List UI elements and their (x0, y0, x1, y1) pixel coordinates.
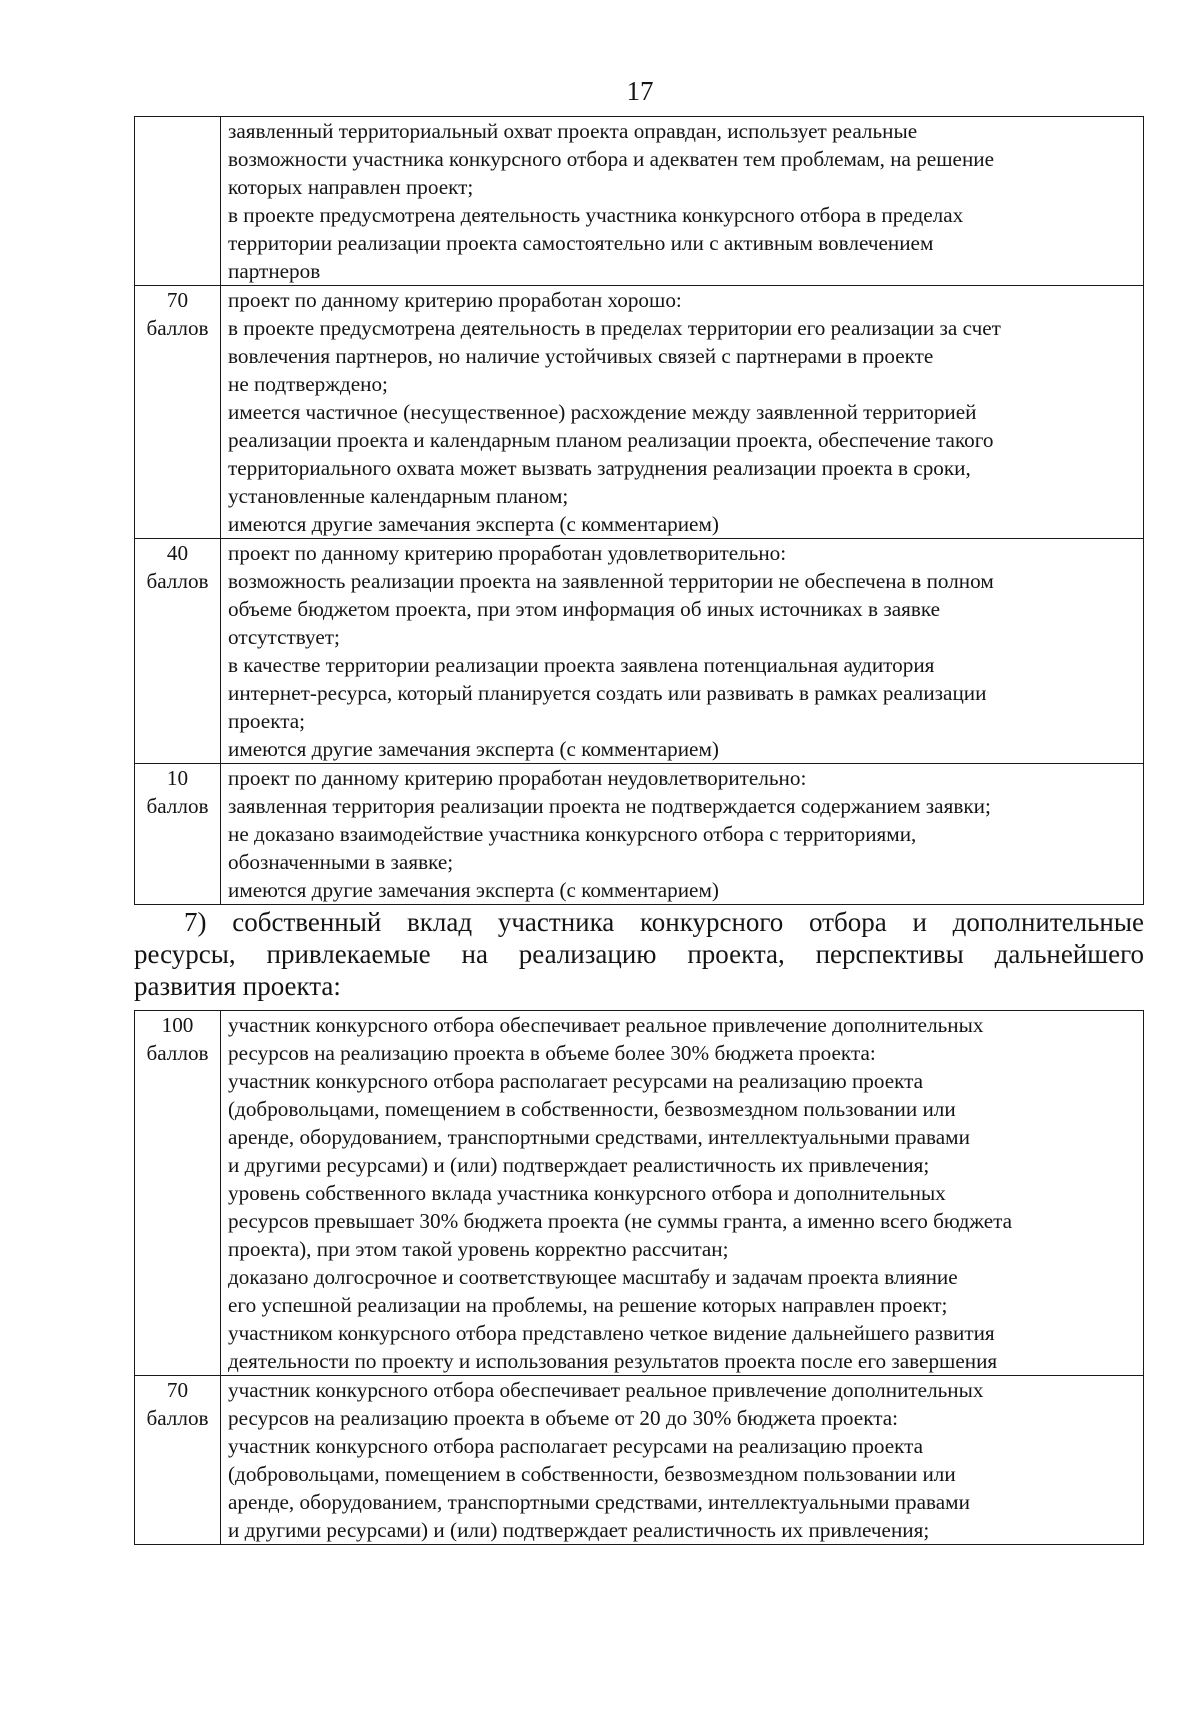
description-line: установленные календарным планом; (228, 484, 569, 508)
score-cell (135, 117, 221, 286)
description-line: уровень собственного вклада участника конкурсного отбора и дополнительных (228, 1181, 946, 1205)
description-line: не доказано взаимодействие участника конкурсного отбора с территориями, (228, 822, 917, 846)
description-line: проект по данному критерию проработан неудовлетворительно: (228, 766, 807, 790)
score-unit: баллов (146, 316, 209, 340)
description-line: обозначенными в заявке; (228, 850, 454, 874)
score-unit: баллов (146, 1406, 209, 1430)
description-line: участник конкурсного отбора располагает ресурсами на реализацию проекта (228, 1069, 924, 1093)
description-line: заявленная территория реализации проекта не подтверждается содержанием заявки; (228, 794, 991, 818)
description-line: в проекте предусмотрена деятельность в пределах территории его реализации за счет (228, 316, 1001, 340)
score-value: 70 (166, 1378, 189, 1402)
score-value (135, 117, 220, 145)
table-row (135, 117, 1144, 286)
score-cell (135, 1376, 221, 1545)
score-cell (135, 539, 221, 764)
description-line: имеются другие замечания эксперта (с комментарием) (228, 737, 719, 761)
criteria-table-resources (134, 1010, 1144, 1545)
description-line: возможность реализации проекта на заявленной территории не обеспечена в полном (228, 569, 994, 593)
description-line: аренде, оборудованием, транспортными средствами, интеллектуальными правами (228, 1125, 970, 1149)
description-line: деятельности по проекту и использования результатов проекта после его завершения (228, 1349, 998, 1373)
description-line: аренде, оборудованием, транспортными средствами, интеллектуальными правами (228, 1490, 970, 1514)
description-line: территориального охвата может вызвать затруднения реализации проекта в сроки, (228, 456, 971, 480)
description-line: имеются другие замечания эксперта (с комментарием) (228, 878, 719, 902)
description-line: отсутствует; (228, 625, 340, 649)
score-unit (135, 145, 220, 173)
score-cell (135, 286, 221, 539)
criterion-description (221, 539, 1144, 764)
criterion-description (221, 1376, 1144, 1545)
paragraph-line: ресурсы, привлекаемые на реализацию проекта, перспективы дальнейшего (134, 939, 1144, 969)
description-line: и другими ресурсами) и (или) подтверждает реалистичность их привлечения; (228, 1518, 930, 1542)
description-line: которых направлен проект; (228, 175, 474, 199)
description-line: его успешной реализации на проблемы, на решение которых направлен проект; (228, 1293, 948, 1317)
description-line: реализации проекта и календарным планом реализации проекта, обеспечение такого (228, 428, 994, 452)
description-line: ресурсов на реализацию проекта в объеме более 30% бюджета проекта: (228, 1041, 876, 1065)
score-value: 70 (166, 288, 189, 312)
description-line: проект по данному критерию проработан удовлетворительно: (228, 541, 787, 565)
table-row (135, 286, 1144, 539)
paragraph-line: развития проекта: (134, 971, 341, 1001)
criterion-description (221, 117, 1144, 286)
score-value: 100 (161, 1013, 194, 1037)
table-row (135, 764, 1144, 905)
description-line: объеме бюджетом проекта, при этом информация об иных источниках в заявке (228, 597, 941, 621)
description-line: участник конкурсного отбора обеспечивает реальное привлечение дополнительных (228, 1378, 984, 1402)
description-line: имеются другие замечания эксперта (с комментарием) (228, 512, 719, 536)
description-line: ресурсов превышает 30% бюджета проекта (не суммы гранта, а именно всего бюджета (228, 1209, 1013, 1233)
description-line: ресурсов на реализацию проекта в объеме от 20 до 30% бюджета проекта: (228, 1406, 899, 1430)
description-line: участником конкурсного отбора представлено четкое видение дальнейшего развития (228, 1321, 995, 1345)
description-line: (добровольцами, помещением в собственности, безвозмездном пользовании или (228, 1097, 956, 1121)
table-row (135, 1011, 1144, 1376)
description-line: вовлечения партнеров, но наличие устойчивых связей с партнерами в проекте (228, 344, 934, 368)
criteria-table-territory (134, 116, 1144, 905)
description-line: возможности участника конкурсного отбора и адекватен тем проблемам, на решение (228, 147, 995, 171)
description-line: участник конкурсного отбора располагает ресурсами на реализацию проекта (228, 1434, 924, 1458)
description-line: в проекте предусмотрена деятельность участника конкурсного отбора в пределах (228, 203, 964, 227)
paragraph-line: 7) собственный вклад участника конкурсного отбора и дополнительные (184, 907, 1144, 937)
description-line: проекта; (228, 709, 306, 733)
description-line: участник конкурсного отбора обеспечивает реальное привлечение дополнительных (228, 1013, 984, 1037)
score-unit: баллов (146, 794, 209, 818)
description-line: территории реализации проекта самостоятельно или с активным вовлечением (228, 231, 934, 255)
description-line: проекта), при этом такой уровень корректно рассчитан; (228, 1237, 729, 1261)
description-line: имеется частичное (несущественное) расхождение между заявленной территорией (228, 400, 977, 424)
description-line: заявленный территориальный охват проекта оправдан, использует реальные (228, 119, 918, 143)
description-line: партнеров (228, 259, 321, 283)
score-value: 10 (166, 766, 189, 790)
description-line: и другими ресурсами) и (или) подтверждает реалистичность их привлечения; (228, 1153, 930, 1177)
score-cell (135, 1011, 221, 1376)
description-line: интернет-ресурса, который планируется создать или развивать в рамках реализации (228, 681, 987, 705)
score-cell (135, 764, 221, 905)
score-unit: баллов (146, 1041, 209, 1065)
description-line: проект по данному критерию проработан хорошо: (228, 288, 682, 312)
table-row (135, 1376, 1144, 1545)
description-line: (добровольцами, помещением в собственности, безвозмездном пользовании или (228, 1462, 956, 1486)
score-unit: баллов (146, 569, 209, 593)
table-row (135, 539, 1144, 764)
section-7-heading (134, 906, 1144, 1002)
description-line: в качестве территории реализации проекта заявлена потенциальная аудитория (228, 653, 935, 677)
description-line: доказано долгосрочное и соответствующее масштабу и задачам проекта влияние (228, 1265, 958, 1289)
criterion-description (221, 286, 1144, 539)
page-number: 17 (626, 76, 654, 106)
criterion-description (221, 764, 1144, 905)
criterion-description (221, 1011, 1144, 1376)
description-line: не подтверждено; (228, 372, 388, 396)
score-value: 40 (166, 541, 189, 565)
